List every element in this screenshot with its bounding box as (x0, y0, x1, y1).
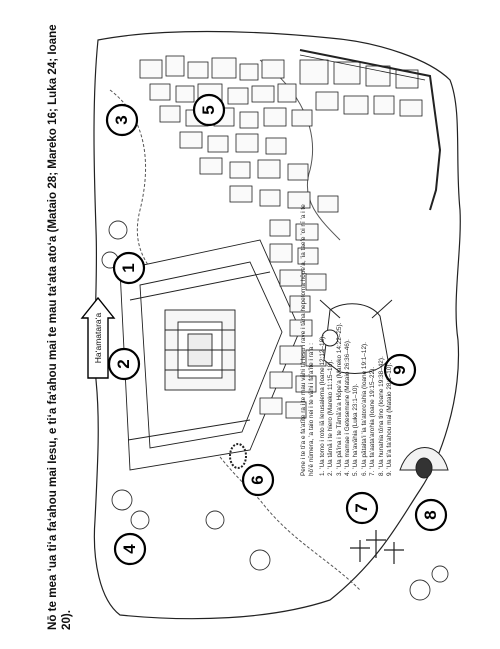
start-arrow-label: Haʻamataraʻa (93, 312, 103, 364)
marker-number: 9 (390, 365, 409, 375)
marker-4 (117, 536, 143, 562)
marker-number: 5 (199, 105, 218, 115)
temple-complex (120, 240, 300, 470)
marker-number: 7 (352, 503, 371, 513)
marker-number: 4 (120, 544, 139, 554)
instruction-item: 6. ʻUa pātaitaʻi ʻia faʻatoroʻahia (Ioane 19:1–12). (360, 342, 368, 476)
instruction-item: 3. ʻUa pāʻina i te Tāmāʻaʻa Hōpeʻa (Mareko 14:22–25). (335, 322, 343, 476)
marker-number: 8 (421, 510, 440, 520)
crosses (350, 530, 404, 564)
marker-2 (111, 351, 137, 377)
marker-5 (196, 97, 222, 123)
instructions-intro: Pene i te tiʻa e faʻatīte ra i te mau vāhi tā Iesu i rave i tāna hepetoma hōpeʻa, ʻia taeʻe ʻoi nī ʻa i te hōʻē nūmera, ʻa taio nei i te vāhi i faʻaʻite i raʻa : (300, 204, 316, 476)
instructions-box (300, 196, 410, 476)
page-title-box (46, 20, 82, 630)
start-arrow-label-box (88, 300, 108, 380)
marker-number: 3 (112, 115, 131, 125)
instruction-item: 4. ʻUa mamae i Getesemane (Mataio 26:36–46). (344, 339, 352, 476)
marker-8 (418, 502, 444, 528)
instruction-item: 1. ʻUa tomo i roto iā Ierusalema (Ioane 12:12–18). (318, 334, 326, 476)
upper-city (140, 56, 422, 212)
instruction-item: 2. ʻUa tāmā i te hiero (Mareko 11:15–18). (327, 359, 335, 476)
page-title: Nō te mea ʻua tiʻa faʻahou mai Iesu, e tiʻa faʻahou mai te mau taʻata atoʻa (Mataio 28; Mareko 16; Luka 24; Ioane 20). (46, 24, 73, 630)
marker-number: 1 (119, 263, 138, 273)
instruction-item: 5. ʻUa haʻavāhia (Luka 23:1–10). (352, 383, 360, 476)
marker-number: 6 (248, 475, 267, 485)
marker-number: 2 (114, 359, 133, 369)
marker-3 (109, 107, 135, 133)
instruction-item: 9. ʻUa tiʻa faʻahou mai (Mataio 28:1–10). (386, 362, 394, 476)
instruction-item: 8. ʻUa hunahia tōna tino (Ioane 19:38–42). (377, 356, 385, 476)
marker-1 (116, 255, 142, 281)
instruction-item: 7. ʻUa faʻaataʻarohia (Ioane 19:15–22). (369, 366, 377, 476)
marker-6 (245, 467, 271, 493)
instructions (300, 196, 394, 476)
marker-7 (349, 495, 375, 521)
instructions-list (319, 196, 395, 476)
